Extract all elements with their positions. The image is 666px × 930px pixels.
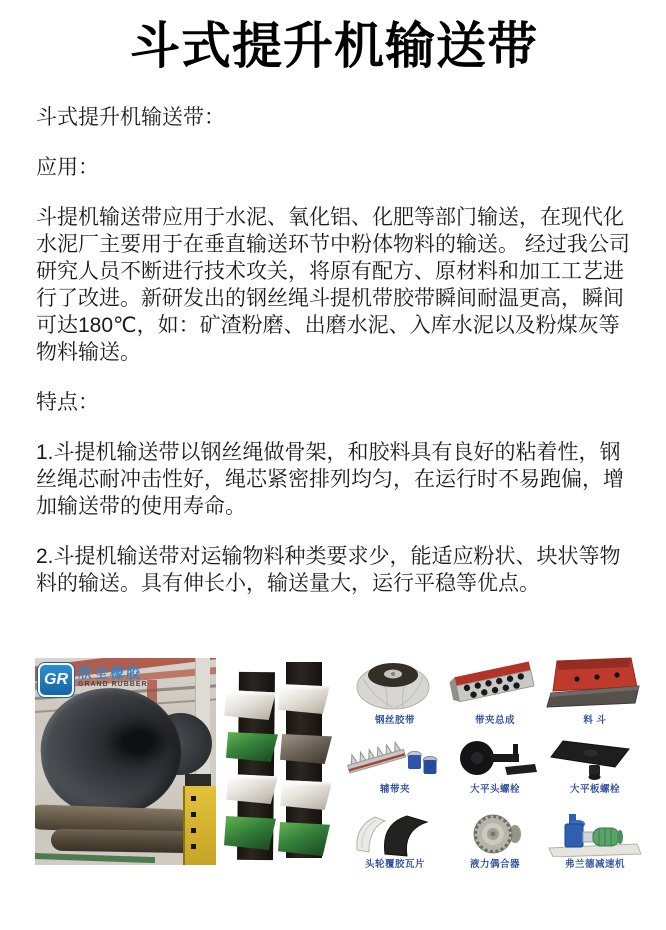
page-title: 斗式提升机输送带 xyxy=(130,18,538,74)
product-steel-wire-belt xyxy=(345,655,445,727)
document xyxy=(36,0,632,620)
elevator-bucket-white xyxy=(226,774,278,804)
head-wheel-rubber-tiles-icon xyxy=(345,812,445,857)
logo-name-cn: 欣全橡胶 xyxy=(78,665,142,681)
elevator-bucket-gray xyxy=(280,734,332,764)
elevator-bucket-green xyxy=(278,822,330,856)
yellow-machine-top xyxy=(185,774,211,786)
factory-belt-roll-photo xyxy=(35,658,216,865)
aux-belt-clamp-icon xyxy=(345,737,445,782)
feature-2: 2.斗提机输送带对运输物料种类要求少，能适应粉状、块状等物料的输送。具有伸长小，输送量大，运行平稳等优点。 xyxy=(36,545,621,595)
product-label: 弗兰德减速机 xyxy=(564,859,625,870)
bucket-display-photo xyxy=(228,662,340,860)
elevator-bucket-white xyxy=(224,690,276,720)
product-gallery xyxy=(0,648,666,880)
product-flat-plate-bolt xyxy=(545,737,645,796)
flender-reducer-icon xyxy=(545,812,645,857)
feature-1: 1.斗提机输送带以钢丝绳做骨架，和胶料具有良好的粘着性，钢丝绳芯耐冲击性好，绳芯紧密排列均匀，在运行时不易跑偏，增加输送带的使用寿命。 xyxy=(36,441,624,518)
product-label: 头轮覆胶瓦片 xyxy=(364,859,425,870)
product-label: 钢丝胶带 xyxy=(374,715,415,726)
logo-gr-icon: GR xyxy=(38,663,74,697)
product-label: 大平板螺栓 xyxy=(569,784,620,795)
product-head-wheel-rubber-tiles xyxy=(345,812,445,871)
features-heading: 特点： xyxy=(36,391,99,414)
elevator-bucket-green xyxy=(224,816,276,850)
accessory-grid xyxy=(345,652,645,871)
product-fluid-coupling xyxy=(445,812,545,871)
fluid-coupling-icon xyxy=(445,812,545,857)
logo-name-en: GRAND RUBBER xyxy=(78,681,148,688)
elevator-bucket-green xyxy=(226,732,278,762)
flat-head-bolt-icon xyxy=(445,737,545,782)
subtitle: 斗式提升机输送带： xyxy=(36,106,225,129)
hopper-icon xyxy=(545,655,645,713)
steel-wire-belt-icon xyxy=(345,655,445,713)
product-label: 带夹总成 xyxy=(474,715,515,726)
product-label: 液力偶合器 xyxy=(469,859,520,870)
yellow-machine xyxy=(183,786,216,865)
product-label: 辅带夹 xyxy=(379,784,410,795)
product-label: 大平头螺栓 xyxy=(469,784,520,795)
belt-clamp-assembly-icon xyxy=(445,655,545,713)
machine-roller xyxy=(51,829,203,854)
product-flender-reducer xyxy=(545,812,645,871)
product-belt-clamp-assembly xyxy=(445,655,545,727)
elevator-bucket-white xyxy=(278,684,330,714)
application-text: 斗提机输送带应用于水泥、氧化铝、化肥等部门输送，在现代化水泥厂主要用于在垂直输送环节中粉体物料的输送。 经过我公司研究人员不断进行技术攻关，将原有配方、原材料和加工工艺进行了改进。新研发出的钢丝绳斗提机带胶带瞬间耐温更高，瞬间可达180℃，如：矿渣粉磨、出磨水泥、入库水泥以及粉煤灰等物料输送。 xyxy=(36,206,630,364)
flat-plate-bolt-icon xyxy=(545,737,645,782)
product-hopper xyxy=(545,655,645,727)
product-aux-belt-clamp xyxy=(345,737,445,796)
product-label: 料 斗 xyxy=(583,715,607,726)
product-flat-head-bolt xyxy=(445,737,545,796)
application-heading: 应用： xyxy=(36,156,99,179)
elevator-bucket-white xyxy=(280,780,332,810)
brand-logo xyxy=(38,663,148,697)
